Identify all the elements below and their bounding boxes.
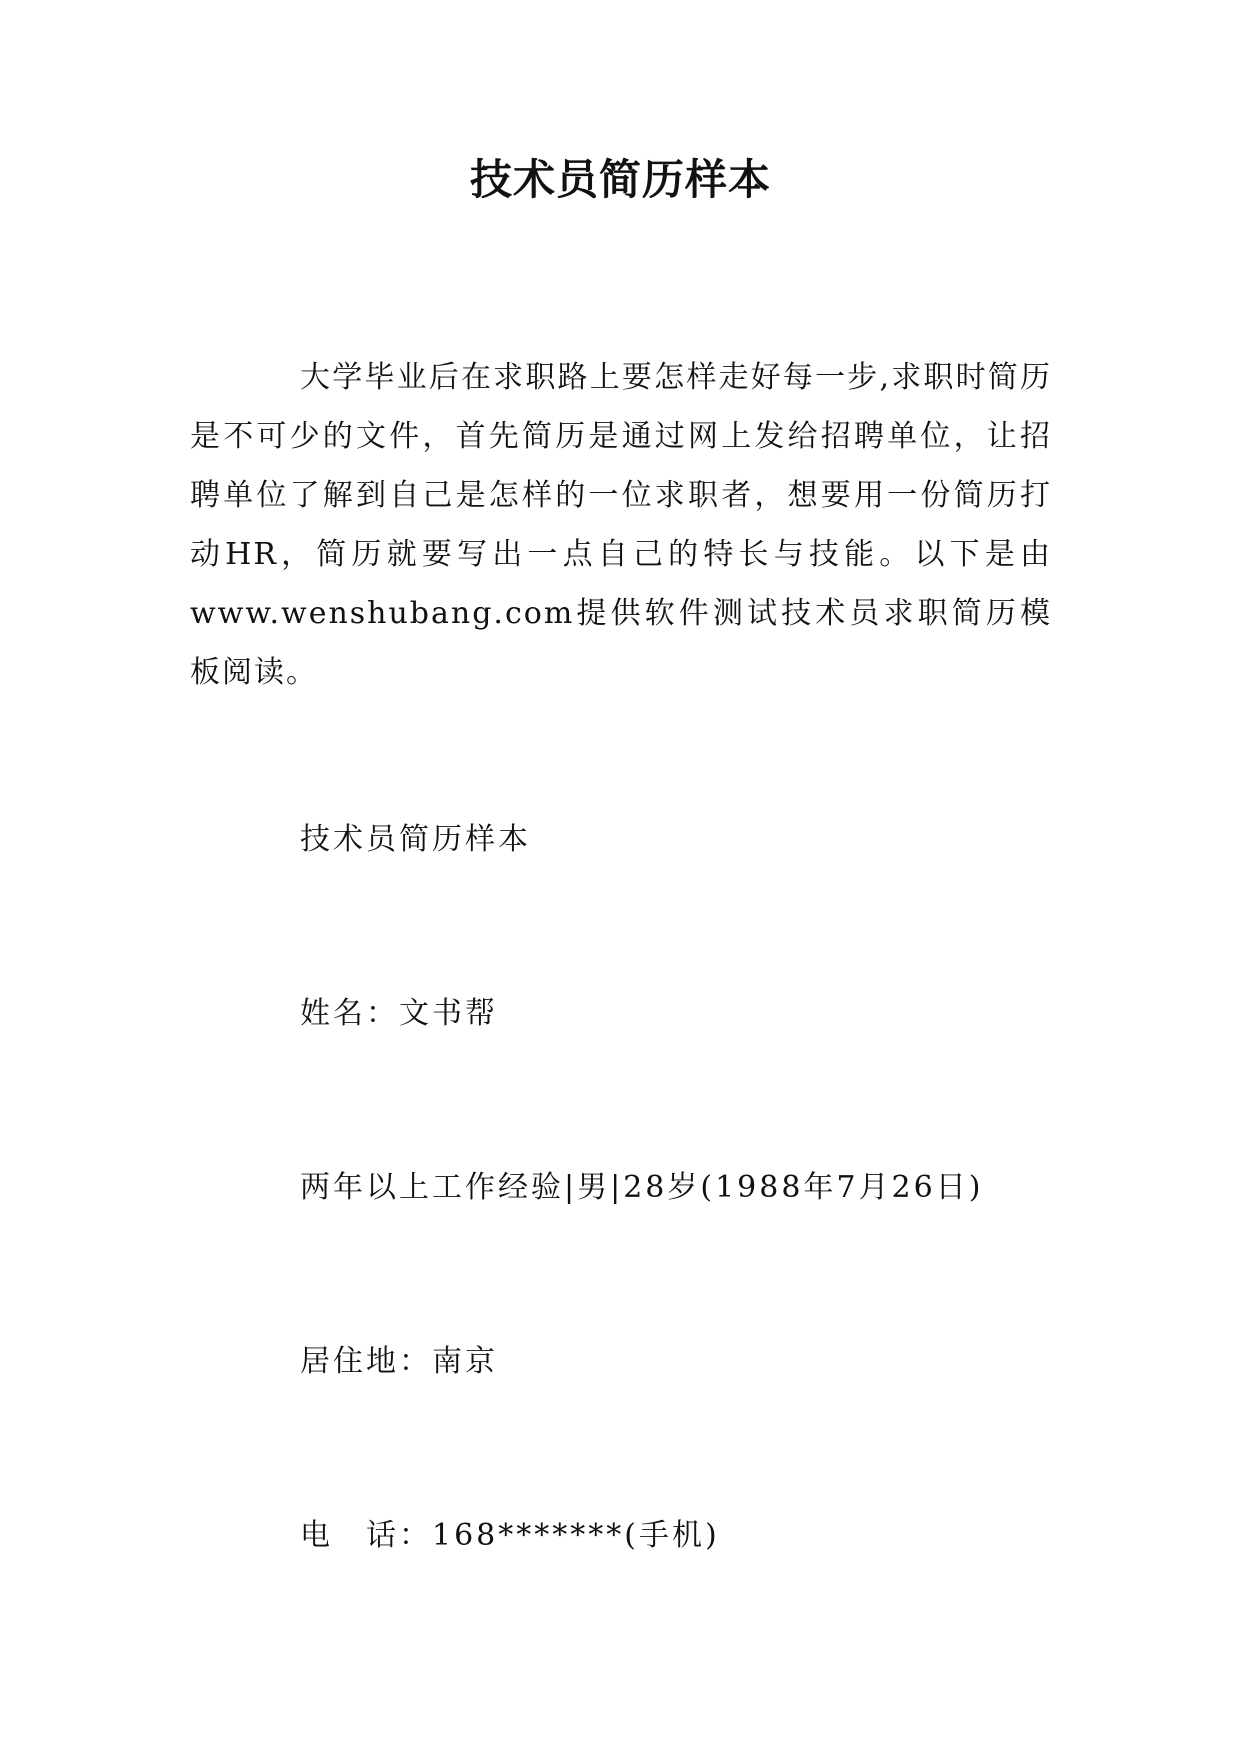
address-line: 居住地：南京 [300, 1344, 498, 1379]
phone-line: 电 话：168*******(手机) [300, 1518, 720, 1553]
experience-line: 两年以上工作经验|男|28岁(1988年7月26日) [300, 1170, 984, 1205]
intro-paragraph: 大学毕业后在求职路上要怎样走好每一步,求职时简历是不可少的文件，首先简历是通过网上发给招聘单位，让招聘单位了解到自己是怎样的一位求职者，想要用一份简历打动HR，简历就要写出一点自己的特长与技能。以下是由www.wenshubang.com提供软件测试技术员求职简历模板阅读。 [190, 360, 1052, 690]
document-title: 技术员简历样本 [469, 155, 771, 204]
resume-subtitle: 技术员简历样本 [300, 822, 531, 857]
name-line: 姓名：文书帮 [300, 996, 498, 1031]
